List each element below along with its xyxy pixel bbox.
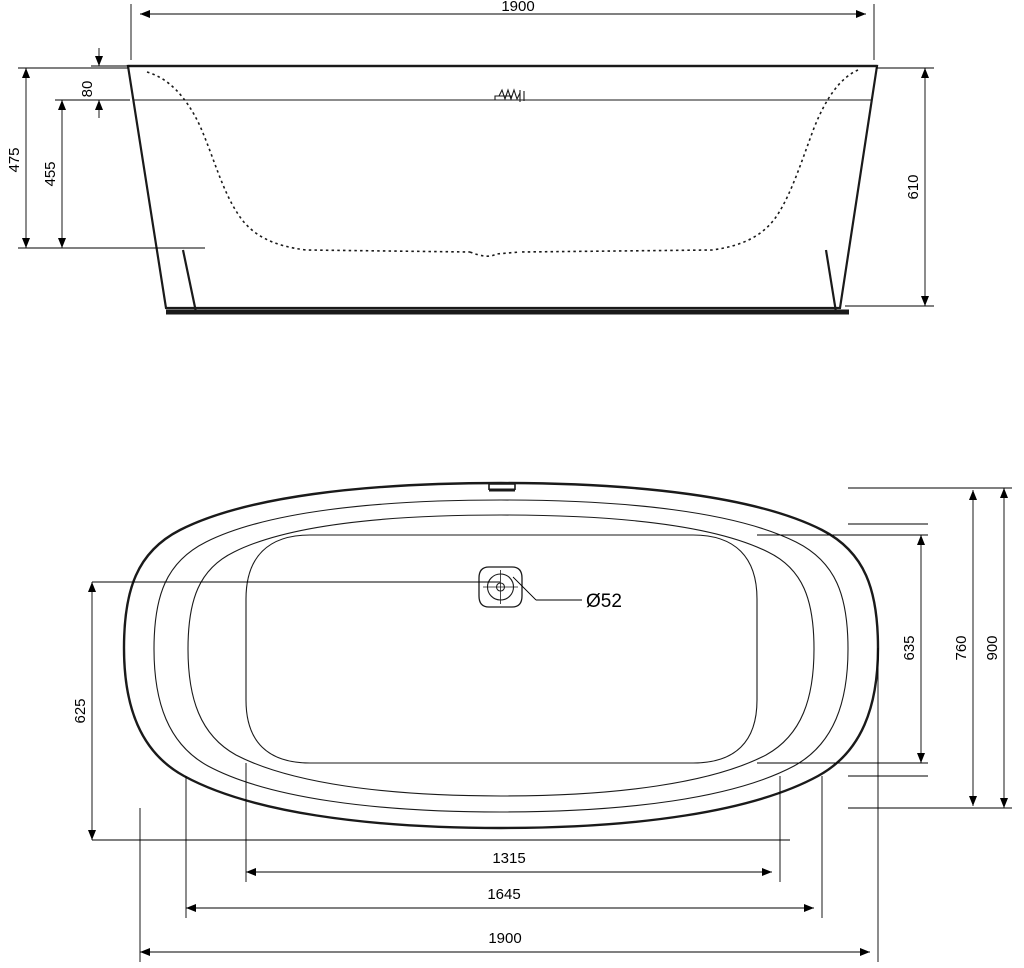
elevation-dimensions [18, 4, 934, 306]
interior-contour-right-dashed [520, 70, 858, 252]
bath-base-left-edge [183, 250, 196, 312]
dim-label-waste-diameter: Ø52 [586, 591, 622, 612]
plan-rim-offset-2 [188, 515, 814, 796]
plan-inner-basin [246, 535, 757, 763]
dim-label-inner-depth: 455 [42, 161, 59, 187]
waste-outlet [479, 567, 522, 607]
dim-label-plan-width: 900 [984, 635, 1001, 661]
dim-label-elevation-length: 1900 [501, 0, 535, 15]
waste-callout-leader [513, 577, 582, 600]
plan-dimensions [92, 488, 1012, 962]
dim-label-inner-width-635: 635 [901, 635, 918, 661]
bath-outer-profile [128, 66, 877, 308]
dim-label-inner-length-1315: 1315 [492, 850, 526, 867]
dim-label-outer-height: 475 [6, 147, 23, 173]
dim-label-overall-height: 610 [905, 174, 922, 200]
interior-contour-left-dashed [147, 72, 470, 252]
elevation-center-nub [495, 96, 511, 100]
side-elevation-view [128, 66, 877, 312]
dim-label-plan-length: 1900 [488, 930, 522, 947]
bath-base-right-edge [826, 250, 836, 312]
dim-label-inner-length-1645: 1645 [487, 886, 521, 903]
dim-label-rim-thickness: 80 [79, 80, 96, 98]
dim-label-inner-width-760: 760 [953, 635, 970, 661]
interior-bottom-waste-dashed [470, 252, 520, 256]
dim-label-inner-width-625: 625 [72, 698, 89, 724]
